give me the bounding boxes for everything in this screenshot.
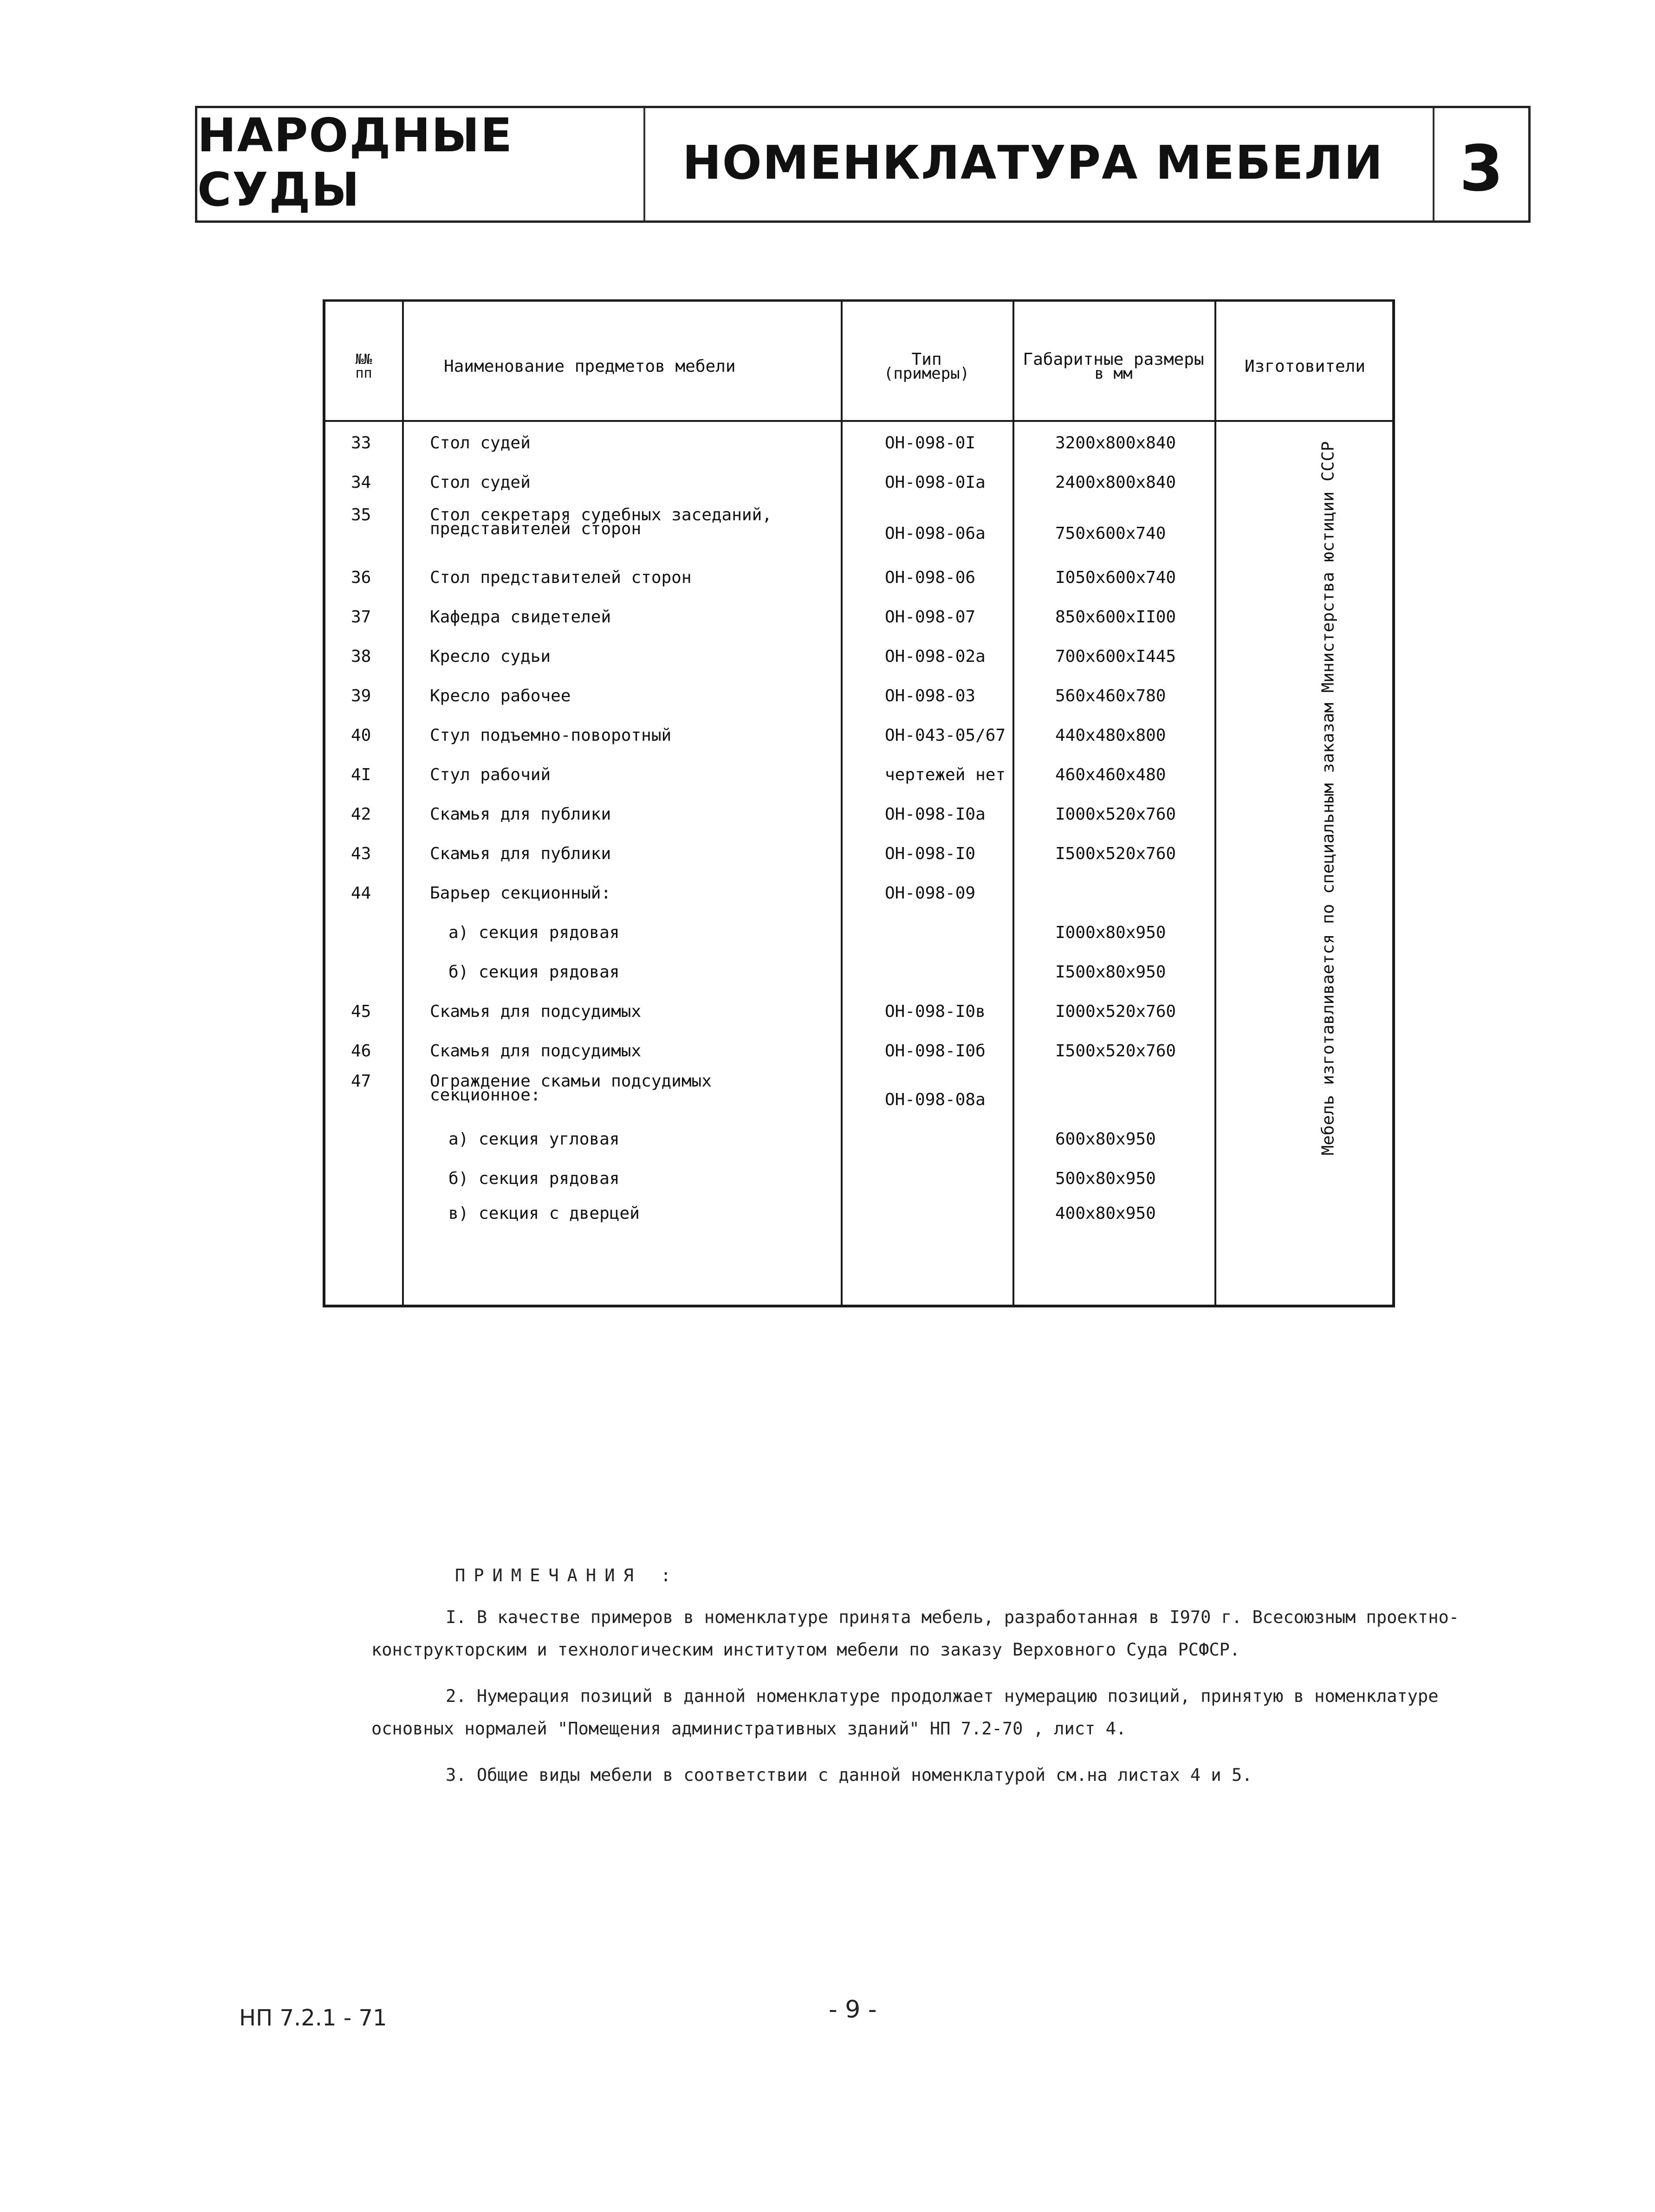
item-dimensions: I500x80x950: [1055, 963, 1166, 982]
table-row: [325, 886, 1392, 914]
item-dimensions: 700x600xI445: [1055, 647, 1176, 666]
header-divider: [325, 420, 1392, 422]
item-type: ОН-098-I0б: [885, 1041, 986, 1061]
page-title: НОМЕНКЛАТУРА МЕБЕЛИ: [682, 135, 1384, 190]
item-name: б) секция рядовая: [448, 963, 620, 982]
column-header-maker: [1214, 330, 1395, 404]
row-number: 45: [351, 1002, 371, 1021]
item-type: ОН-098-09: [885, 884, 976, 903]
table-row: [325, 765, 1392, 796]
table-row: [325, 923, 1392, 954]
table-row: [325, 1072, 1392, 1112]
item-type: ОН-098-07: [885, 608, 976, 627]
column-header-maker-label: Изготовители: [1244, 357, 1366, 376]
row-number: 37: [351, 608, 371, 627]
item-type: ОН-098-08а: [885, 1090, 986, 1109]
item-dimensions: I500x520x760: [1055, 1041, 1176, 1061]
table-row: [325, 726, 1392, 757]
item-name: Стол секретаря судебных заседаний, представителей сторон: [430, 505, 772, 538]
item-dimensions: 2400x800x840: [1055, 473, 1176, 492]
row-number: 40: [351, 726, 371, 745]
item-name: Барьер секционный:: [430, 884, 611, 903]
page-title-cell: [645, 108, 1434, 220]
item-dimensions: I000x520x760: [1055, 1002, 1176, 1021]
item-type: ОН-098-0I: [885, 433, 976, 453]
item-type: ОН-098-I0в: [885, 1002, 986, 1021]
item-name: Стол судей: [430, 433, 531, 453]
item-type: ОН-043-05/67: [885, 726, 1006, 745]
note-text: 3. Общие виды мебели в соответствии с данной номенклатурой см.на листах 4 и 5.: [446, 1765, 1253, 1785]
item-name: Скамья для подсудимых: [430, 1002, 642, 1021]
column-header-type-sublabel: (примеры): [883, 364, 970, 383]
note-text-continued: конструкторским и технологическим институтом мебели по заказу Верховного Суда РСФСР.: [371, 1640, 1240, 1660]
section-title: НАРОДНЫЕ СУДЫ: [197, 108, 513, 217]
row-number: 44: [351, 884, 371, 903]
item-name: Скамья для подсудимых: [430, 1041, 642, 1061]
table-row: [325, 1002, 1392, 1033]
row-number: 42: [351, 805, 371, 824]
item-type: ОН-098-06а: [885, 524, 986, 543]
item-dimensions: 440x480x800: [1055, 726, 1166, 745]
item-name: а) секция угловая: [448, 1130, 620, 1149]
notes-section: [371, 1559, 1460, 1805]
sheet-number-cell: [1434, 108, 1528, 220]
column-header-type: [841, 330, 1012, 404]
sheet-number: 3: [1459, 132, 1504, 206]
row-number: 36: [351, 568, 371, 587]
item-name: Стол судей: [430, 473, 531, 492]
item-dimensions: 500x80x950: [1055, 1169, 1156, 1188]
item-dimensions: I000x520x760: [1055, 805, 1176, 824]
item-name: Стол представителей сторон: [430, 568, 692, 587]
item-name: Скамья для публики: [430, 844, 611, 863]
item-dimensions: I500x520x760: [1055, 844, 1176, 863]
column-header-size: [1012, 330, 1214, 404]
item-dimensions: 3200x800x840: [1055, 433, 1176, 453]
row-number: 34: [351, 473, 371, 492]
item-name: Стул рабочий: [430, 765, 551, 784]
table-row: [325, 686, 1392, 717]
item-name: Скамья для публики: [430, 805, 611, 824]
table-row: [325, 568, 1392, 599]
manufacturer-cell: [1314, 441, 1342, 1156]
item-dimensions: 460x460x480: [1055, 765, 1166, 784]
item-name: Кресло судьи: [430, 647, 551, 666]
document-code: НП 7.2.1 - 71: [239, 2005, 387, 2031]
column-header-size-label: Габаритные размеры: [1023, 350, 1204, 369]
row-number: 46: [351, 1041, 371, 1061]
item-type: ОН-098-03: [885, 686, 976, 705]
item-type: ОН-098-0Iа: [885, 473, 986, 492]
note-text: 2. Нумерация позиций в данной номенклатуре продолжает нумерацию позиций, принятую в номенклатуре: [446, 1686, 1439, 1706]
item-dimensions: 560x460x780: [1055, 686, 1166, 705]
item-dimensions: 400x80x950: [1055, 1204, 1156, 1223]
row-number: 43: [351, 844, 371, 863]
item-name: в) секция с дверцей: [448, 1204, 640, 1223]
section-title-cell: [197, 108, 645, 220]
item-dimensions: 600x80x950: [1055, 1130, 1156, 1149]
row-number: 4I: [351, 765, 371, 784]
table-row: [325, 505, 1392, 545]
table-row: [325, 1204, 1392, 1235]
column-header-name: [402, 330, 841, 404]
item-name: Стул подъемно-поворотный: [430, 726, 672, 745]
notes-title: ПРИМЕЧАНИЯ :: [455, 1565, 680, 1585]
item-type: ОН-098-I0: [885, 844, 976, 863]
row-number: 33: [351, 433, 371, 453]
note-item: [371, 1680, 1439, 1745]
item-type: чертежей нет: [885, 765, 1006, 784]
row-number: 47: [351, 1072, 371, 1091]
page-number: - 9 -: [829, 1996, 877, 2024]
item-name: а) секция рядовая: [448, 923, 620, 942]
row-number: 35: [351, 505, 371, 524]
item-type: ОН-098-06: [885, 568, 976, 587]
table-row: [325, 433, 1392, 464]
row-number: 38: [351, 647, 371, 666]
item-name: б) секция рядовая: [448, 1169, 620, 1188]
table-row: [325, 610, 1392, 638]
table-row: [325, 805, 1392, 835]
title-block: [195, 106, 1531, 223]
column-header-num-label: №№ пп: [355, 351, 372, 382]
table-row: [325, 1041, 1392, 1072]
item-dimensions: 750x600x740: [1055, 524, 1166, 543]
item-type: ОН-098-I0а: [885, 805, 986, 824]
table-row: [325, 1169, 1392, 1200]
manufacturer-note: Мебель изготавливается по специальным заказам Министерства юстиции СССР: [1318, 441, 1338, 1156]
item-type: ОН-098-02а: [885, 647, 986, 666]
table-row: [325, 473, 1392, 504]
furniture-table: [323, 299, 1395, 1307]
column-header-name-label: Наименование предметов мебели: [444, 357, 736, 376]
item-dimensions: 850x600xII00: [1055, 608, 1176, 627]
table-row: [325, 965, 1392, 993]
note-item: [371, 1759, 1393, 1792]
item-dimensions: I050x600x740: [1055, 568, 1176, 587]
note-item: [371, 1601, 1460, 1666]
item-name: Кафедра свидетелей: [430, 608, 611, 627]
column-header-num: [325, 330, 402, 404]
row-number: 39: [351, 686, 371, 705]
note-text-continued: основных нормалей "Помещения административных зданий" НП 7.2-70 , лист 4.: [371, 1719, 1127, 1739]
note-text: I. В качестве примеров в номенклатуре принята мебель, разработанная в I970 г. Всесоюзным проектно-: [446, 1607, 1460, 1627]
table-row: [325, 647, 1392, 678]
table-row: [325, 844, 1392, 875]
column-header-size-sublabel: в мм: [1094, 364, 1133, 383]
item-name: Кресло рабочее: [430, 686, 571, 705]
column-header-type-label: Тип: [911, 350, 942, 369]
item-name: Ограждение скамьи подсудимых секционное:: [430, 1072, 712, 1105]
item-dimensions: I000x80x950: [1055, 923, 1166, 942]
table-row: [325, 1132, 1392, 1160]
